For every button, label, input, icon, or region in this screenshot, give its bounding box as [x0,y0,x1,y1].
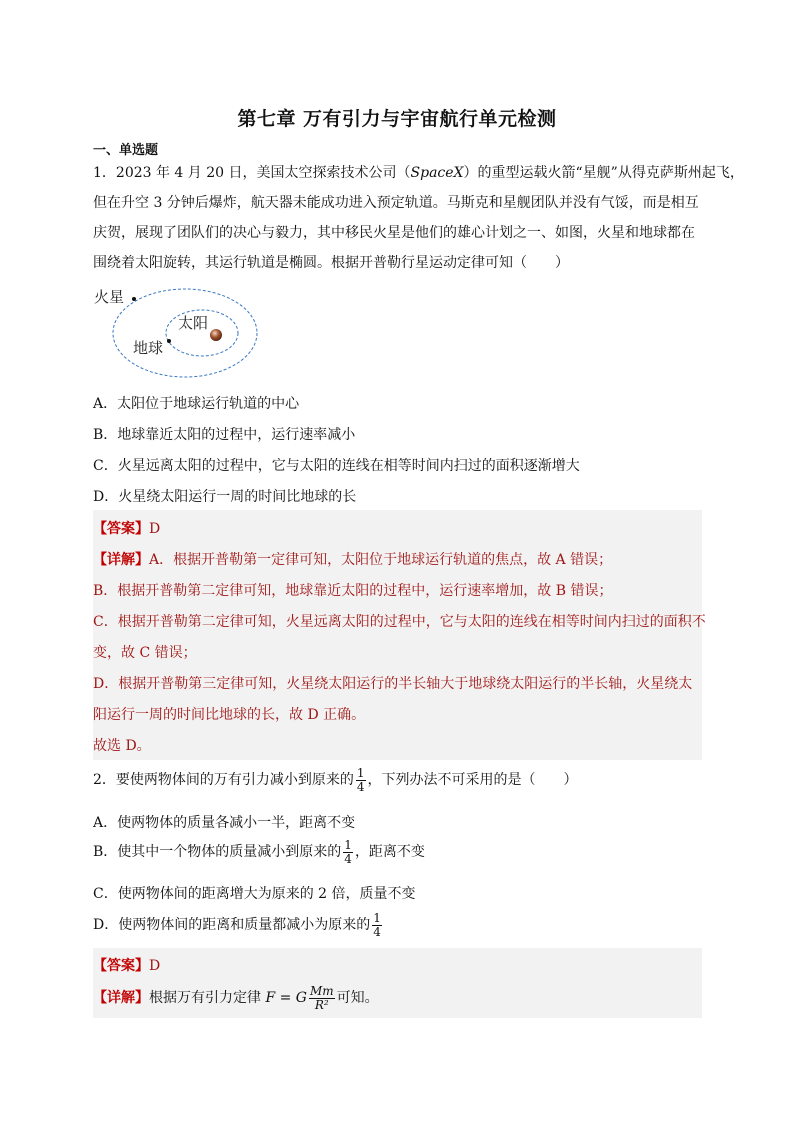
q1-stem-line2: 但在升空 3 分钟后爆炸，航天器未能成功进入预定轨道。马斯克和星舰团队并没有气馁，而是相互 [93,195,699,211]
q2-option-b-fraction: $\frac{1}{4}$ [344,837,352,866]
page-title: 第七章 万有引力与宇宙航行单元检测 [237,108,557,130]
q1-conclusion: 故选 D。 [93,738,151,754]
orbit-diagram [90,283,262,379]
q2-option-c: C．使两物体间的距离增大为原来的 2 倍，质量不变 [93,886,416,902]
q2-option-a: A．使两物体的质量各减小一半，距离不变 [93,815,356,831]
earth-dot [167,339,171,343]
q1-detail-line2: B．根据开普勒第二定律可知，地球靠近太阳的过程中，运行速率增加，故 B 错误； [93,583,613,599]
q1-answer-box [93,510,706,760]
q2-option-d-fraction: $\frac{1}{4}$ [373,910,381,939]
q1-detail-line3a: C．根据开普勒第二定律可知，火星远离太阳的过程中，它与太阳的连线在相等时间内扫过的面积不 [93,614,706,630]
q2-detail-line: 【详解】根据万有引力定律 F = G $\frac{Mm}{\text{R²}}$ 可知。 [93,983,379,1012]
q1-option-c: C．火星远离太阳的过程中，它与太阳的连线在相等时间内扫过的面积逐渐增大 [93,458,580,474]
q1-option-a: A．太阳位于地球运行轨道的中心 [93,396,300,412]
sun-icon [210,329,222,341]
q1-detail-line4b: 阳运行一周的时间比地球的长，故 D 正确。 [93,707,366,723]
q1-detail-line4a: D．根据开普勒第三定律可知，火星绕太阳运行的半长轴大于地球绕太阳运行的半长轴，火星绕太 [93,676,693,692]
mars-label: 火星 [94,288,125,306]
q1-answer-line: 【答案】D [93,521,161,537]
q2-fraction: $\frac{1}{4}$ [356,765,365,794]
q2-answer-line: 【答案】D [93,958,161,974]
q2-answer-box [93,948,702,1018]
q1-detail-line1: 【详解】A．根据开普勒第一定律可知，太阳位于地球运行轨道的焦点，故 A 错误； [93,552,613,568]
q2-stem: 2．要使两物体间的万有引力减小到原来的 $\frac{1}{4}$ ，下列办法不可采用的是（ ） [93,765,578,794]
q1-option-d: D．火星绕太阳运行一周的时间比地球的长 [93,489,357,505]
q1-stem-line3: 庆贺，展现了团队们的决心与毅力，其中移民火星是他们的雄心计划之一、如图，火星和地球都在 [93,225,695,241]
q1-option-b: B．地球靠近太阳的过程中，运行速率减小 [93,427,356,443]
q2-formula-fraction: $\frac{Mm}{\text{R²}}$ [309,983,334,1012]
mars-orbit [113,289,257,377]
q1-detail-line3b: 变，故 C 错误； [93,645,197,661]
q1-stem-line1: 1．2023 年 4 月 20 日，美国太空探索技术公司（SpaceX）的重型运载火箭“星舰”从得克萨斯州起飞， [93,165,744,181]
section-heading: 一、单选题 [93,143,159,158]
mars-dot [132,297,136,301]
q2-option-b: B．使其中一个物体的质量减小到原来的 $\frac{1}{4}$ ，距离不变 [93,837,425,866]
earth-label: 地球 [133,339,164,357]
sun-label: 太阳 [178,314,209,332]
q2-option-d: D．使两物体间的距离和质量都减小为原来的 $\frac{1}{4}$ [93,910,381,939]
q1-stem-line4: 围绕着太阳旋转，其运行轨道是椭圆。根据开普勒行星运动定律可知（ ） [93,255,569,271]
